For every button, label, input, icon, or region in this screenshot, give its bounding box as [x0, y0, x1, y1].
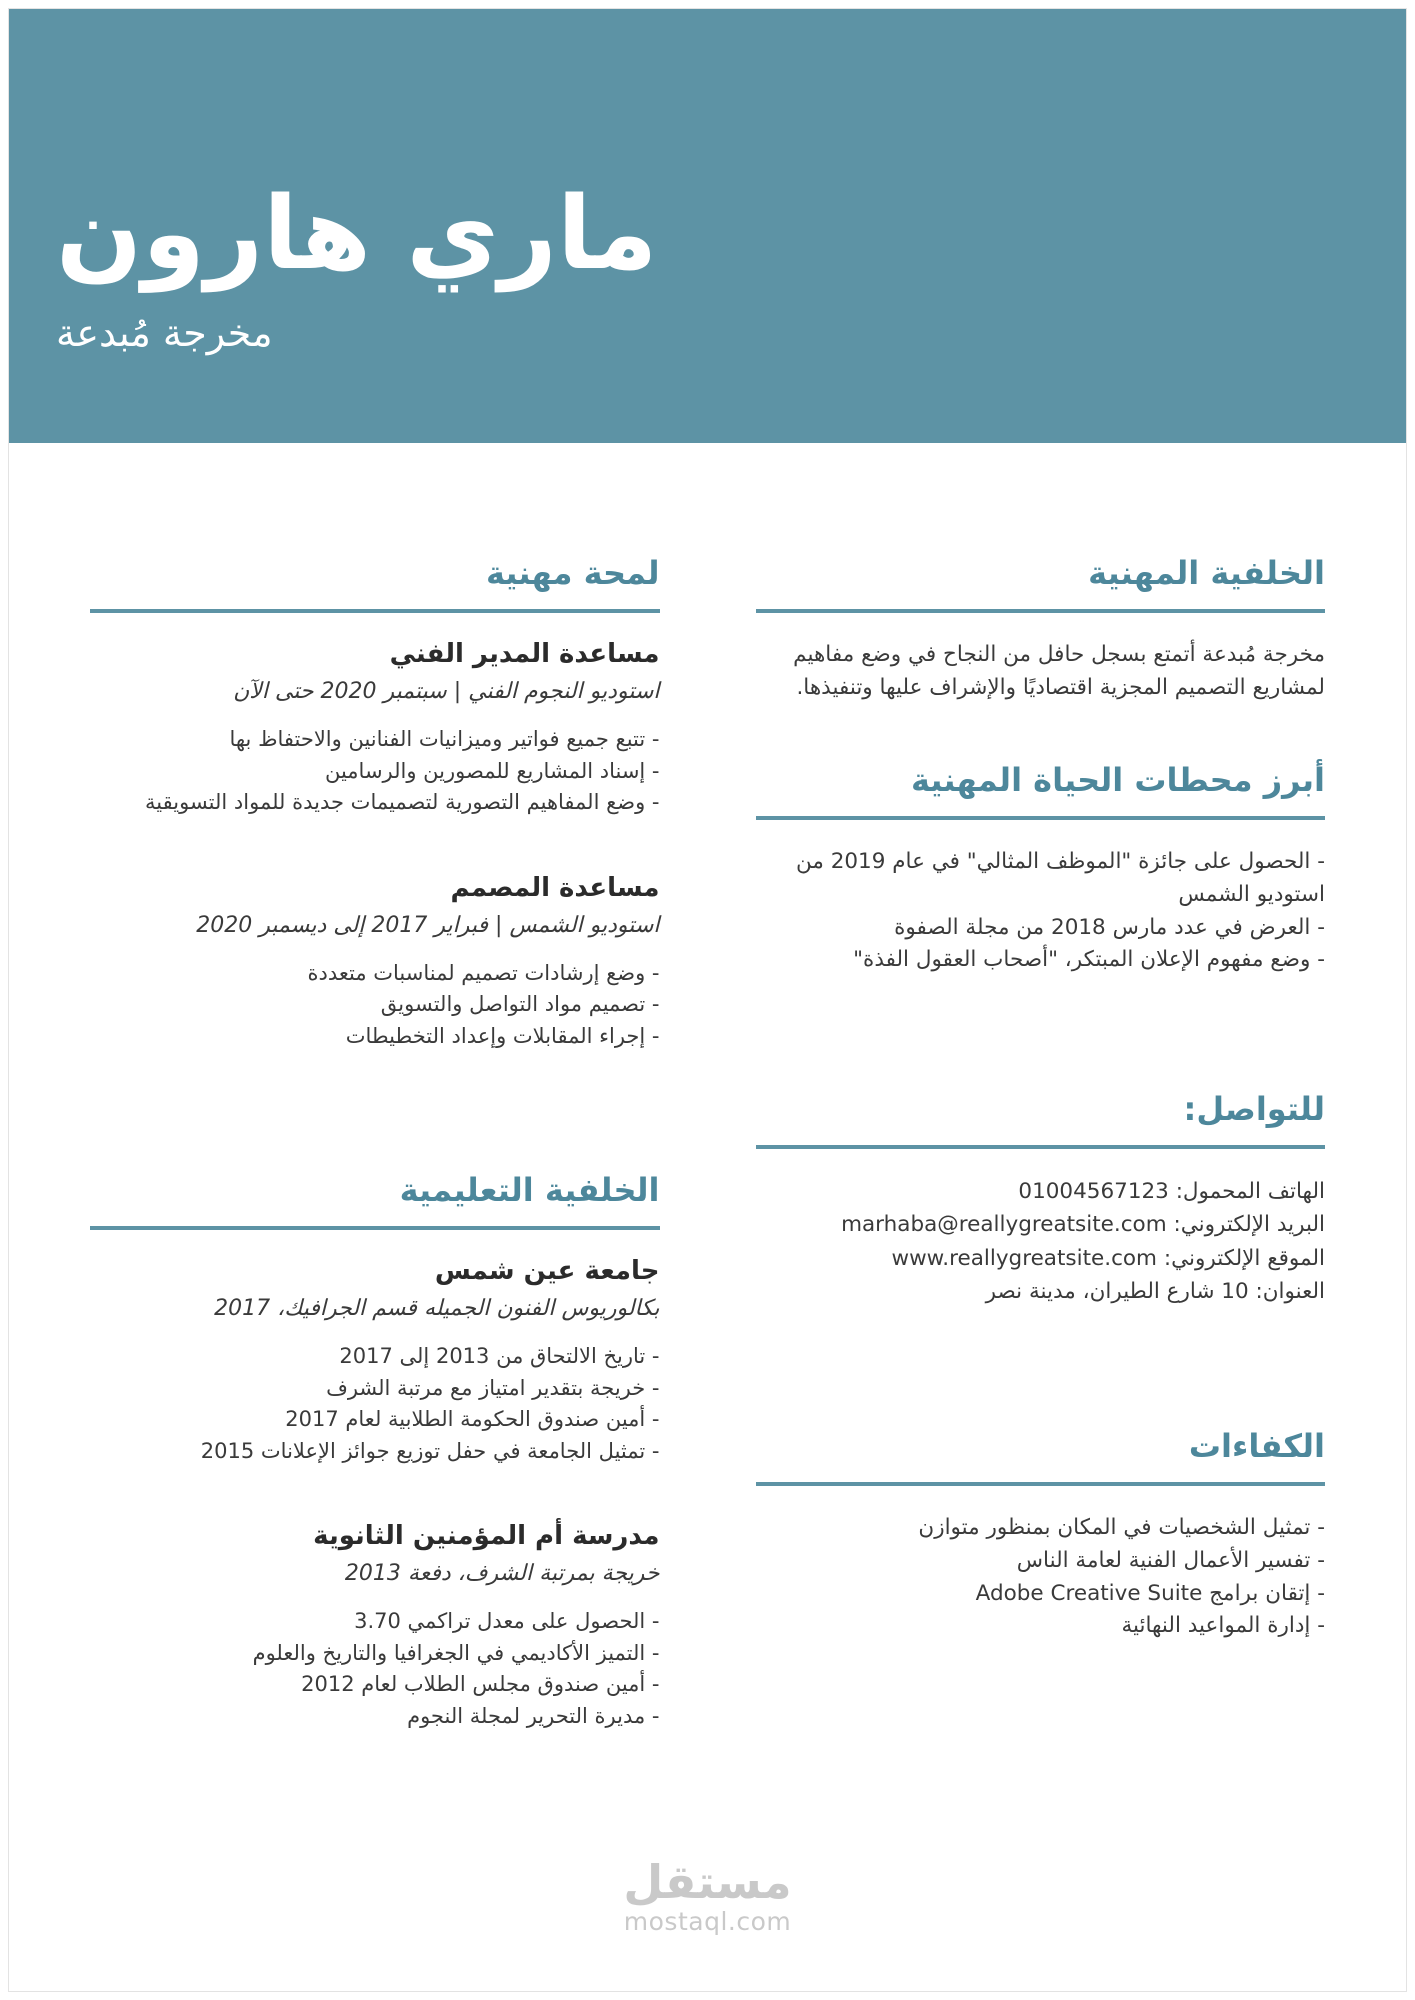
right-column — [708, 443, 1408, 1883]
heading-rule — [756, 816, 1326, 820]
contact-phone: الهاتف المحمول: 01004567123 — [1018, 1179, 1325, 1205]
list-item: - أمين صندوق مجلس الطلاب لعام 2012 — [301, 1672, 660, 1696]
section-heading-professional-background: الخلفية المهنية — [1088, 554, 1325, 592]
career-highlights-list — [756, 846, 1326, 977]
education-bullets — [90, 1341, 660, 1467]
heading-rule — [90, 609, 660, 613]
list-item: - تصميم مواد التواصل والتسويق — [380, 992, 660, 1016]
section-education — [90, 1170, 660, 1732]
education-entry — [90, 1256, 660, 1467]
contact-email[interactable]: البريد الإلكتروني: marhaba@reallygreatsite.com — [841, 1212, 1325, 1238]
list-item: - خريجة بتقدير امتياز مع مرتبة الشرف — [326, 1375, 660, 1400]
list-item: - إدارة المواعيد النهائية — [1121, 1613, 1325, 1639]
experience-bullets — [90, 724, 660, 819]
list-item: - إتقان برامج Adobe Creative Suite — [975, 1580, 1325, 1606]
heading-rule — [756, 609, 1326, 613]
resume-body — [8, 443, 1407, 1883]
education-entry — [90, 1521, 660, 1732]
mostaql-url-text: mostaql.com — [623, 1907, 792, 1936]
section-heading-contact: للتواصل: — [1183, 1090, 1325, 1129]
experience-meta: استوديو النجوم الفني | سبتمبر 2020 حتى الآن — [233, 679, 660, 704]
list-item: - تمثيل الجامعة في حفل توزيع جوائز الإعلانات 2015 — [200, 1438, 660, 1463]
list-item: - وضع المفاهيم التصورية لتصميمات جديدة للمواد التسويقية — [145, 790, 660, 814]
experience-role: مساعدة المصمم — [450, 872, 660, 903]
list-item: - مديرة التحرير لمجلة النجوم — [407, 1703, 660, 1728]
section-professional-background — [756, 553, 1326, 704]
education-meta: بكالوريوس الفنون الجميله قسم الجرافيك، 2017 — [214, 1296, 660, 1321]
section-contact — [756, 1089, 1326, 1308]
contact-website[interactable]: الموقع الإلكتروني: www.reallygreatsite.com — [891, 1245, 1325, 1271]
list-item: - العرض في عدد مارس 2018 من مجلة الصفوة — [894, 914, 1325, 940]
experience-role: مساعدة المدير الفني — [389, 639, 660, 669]
page-title: ماري هارون — [56, 174, 658, 293]
list-item: - إسناد المشاريع للمصورين والرسامين — [324, 758, 660, 783]
list-item: - وضع مفهوم الإعلان المبتكر، "أصحاب العقول الفذة" — [853, 947, 1325, 973]
section-career-highlights — [756, 760, 1326, 977]
experience-entry — [90, 639, 660, 819]
list-item: - تاريخ الالتحاق من 2013 إلى 2017 — [339, 1344, 660, 1368]
job-role-subtitle: مخرجة مُبدعة — [56, 311, 273, 356]
heading-rule — [756, 1145, 1326, 1149]
list-item: - الحصول على جائزة "الموظف المثالي" في عام 2019 من استوديو الشمس — [795, 849, 1325, 908]
list-item: - تمثيل الشخصيات في المكان بمنظور متوازن — [918, 1515, 1325, 1541]
list-item: - وضع إرشادات تصميم لمناسبات متعددة — [307, 960, 660, 985]
section-heading-skills: الكفاءات — [1188, 1427, 1325, 1466]
education-school: جامعة عين شمس — [434, 1256, 660, 1286]
left-column — [8, 443, 708, 1883]
skills-list — [756, 1512, 1326, 1643]
education-bullets — [90, 1606, 660, 1732]
experience-meta: استوديو الشمس | فبراير 2017 إلى ديسمبر 2020 — [196, 912, 660, 938]
experience-entry — [90, 873, 660, 1053]
section-heading-career-highlights: أبرز محطات الحياة المهنية — [910, 761, 1325, 800]
contact-details — [756, 1175, 1326, 1308]
list-item: - أمين صندوق الحكومة الطلابية لعام 2017 — [285, 1407, 660, 1431]
list-item: - إجراء المقابلات وإعداد التخطيطات — [345, 1023, 660, 1048]
contact-address: العنوان: 10 شارع الطيران، مدينة نصر — [985, 1278, 1325, 1304]
professional-background-paragraph: مخرجة مُبدعة أتمتع بسجل حافل من النجاح في وضع مفاهيم لمشاريع التصميم المجزية اقتصاديًا والإشراف عليها وتنفيذها. — [793, 642, 1325, 700]
education-school: مدرسة أم المؤمنين الثانوية — [313, 1521, 660, 1551]
list-item: - التميز الأكاديمي في الجغرافيا والتاريخ والعلوم — [252, 1640, 660, 1665]
mostaql-logo-text: مستقل — [623, 1855, 792, 1909]
list-item: - تفسير الأعمال الفنية لعامة الناس — [1016, 1547, 1325, 1573]
header-banner — [8, 9, 1407, 443]
list-item: - تتبع جميع فواتير وميزانيات الفنانين والاحتفاظ بها — [229, 727, 660, 751]
footer-watermark — [0, 1855, 1415, 1936]
section-skills — [756, 1426, 1326, 1643]
section-experience — [90, 553, 660, 1052]
section-heading-experience: لمحة مهنية — [485, 554, 660, 592]
heading-rule — [756, 1482, 1326, 1486]
experience-bullets — [90, 958, 660, 1053]
education-meta: خريجة بمرتبة الشرف، دفعة 2013 — [344, 1561, 660, 1586]
heading-rule — [90, 1226, 660, 1230]
section-heading-education: الخلفية التعليمية — [399, 1171, 660, 1209]
list-item: - الحصول على معدل تراكمي 3.70 — [354, 1609, 660, 1633]
